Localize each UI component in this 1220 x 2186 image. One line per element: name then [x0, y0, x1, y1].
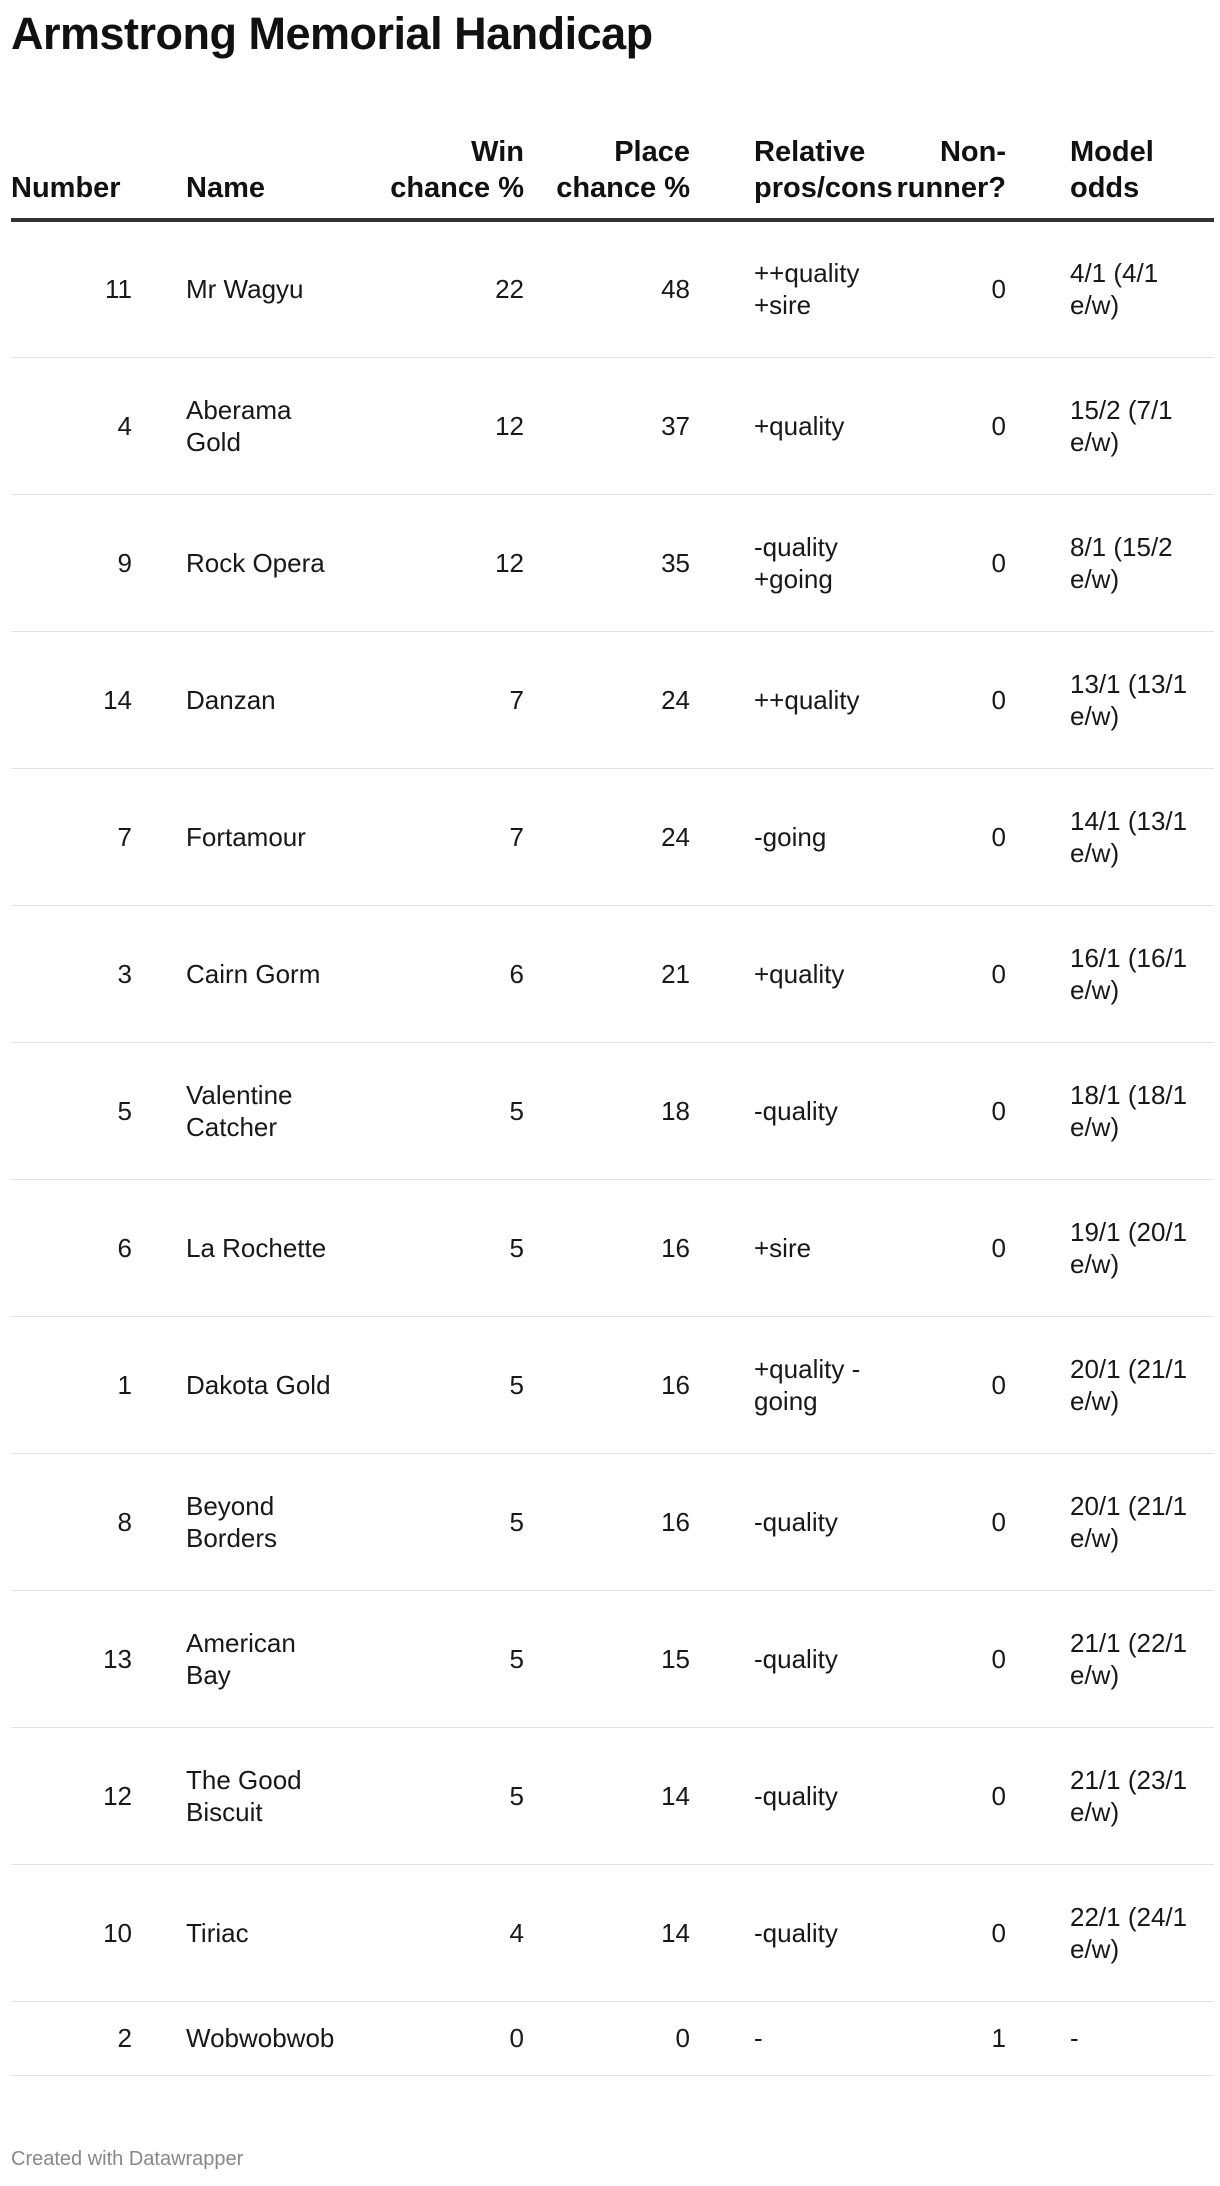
- table-row: [11, 905, 1214, 1042]
- cell-place: 16: [524, 1179, 690, 1316]
- cell-nonrunner: 0: [874, 1179, 1006, 1316]
- cell-name: Dakota Gold: [186, 1316, 374, 1453]
- cell-odds: 21/1 (22/1 e/w): [1006, 1590, 1214, 1727]
- table-row: [11, 1864, 1214, 2001]
- column-header-relative-label: Relative pros/cons: [754, 136, 893, 204]
- cell-place: 16: [524, 1316, 690, 1453]
- cell-nonrunner: 0: [874, 1453, 1006, 1590]
- cell-odds: 22/1 (24/1 e/w): [1006, 1864, 1214, 2001]
- column-header-nonrunner[interactable]: [874, 110, 1006, 220]
- cell-number: 14: [11, 631, 186, 768]
- table-row: [11, 1042, 1214, 1179]
- cell-relative: +quality: [690, 905, 874, 1042]
- cell-place: 35: [524, 494, 690, 631]
- cell-name: American Bay: [186, 1590, 374, 1727]
- cell-number: 8: [11, 1453, 186, 1590]
- table-row: [11, 1316, 1214, 1453]
- table-row: [11, 1453, 1214, 1590]
- cell-number: 1: [11, 1316, 186, 1453]
- table-row: [11, 1590, 1214, 1727]
- cell-place: 24: [524, 631, 690, 768]
- cell-odds: 18/1 (18/1 e/w): [1006, 1042, 1214, 1179]
- column-header-nonrunner-label: Non-runner?: [896, 136, 1006, 204]
- cell-win: 0: [374, 2001, 524, 2075]
- cell-relative: ++quality +sire: [690, 220, 874, 357]
- cell-place: 16: [524, 1453, 690, 1590]
- cell-name: Cairn Gorm: [186, 905, 374, 1042]
- cell-nonrunner: 0: [874, 1864, 1006, 2001]
- cell-place: 0: [524, 2001, 690, 2075]
- cell-odds: 20/1 (21/1 e/w): [1006, 1316, 1214, 1453]
- cell-odds: 21/1 (23/1 e/w): [1006, 1727, 1214, 1864]
- cell-name: Aberama Gold: [186, 357, 374, 494]
- column-header-relative[interactable]: [690, 110, 893, 220]
- cell-win: 5: [374, 1179, 524, 1316]
- cell-win: 12: [374, 494, 524, 631]
- cell-number: 12: [11, 1727, 186, 1864]
- cell-odds: 14/1 (13/1 e/w): [1006, 768, 1214, 905]
- cell-nonrunner: 0: [874, 905, 1006, 1042]
- cell-place: 48: [524, 220, 690, 357]
- cell-odds: 13/1 (13/1 e/w): [1006, 631, 1214, 768]
- cell-place: 14: [524, 1864, 690, 2001]
- cell-number: 9: [11, 494, 186, 631]
- column-header-place[interactable]: [524, 110, 690, 220]
- cell-number: 4: [11, 357, 186, 494]
- cell-odds: 20/1 (21/1 e/w): [1006, 1453, 1214, 1590]
- cell-relative: +quality -going: [690, 1316, 874, 1453]
- cell-win: 12: [374, 357, 524, 494]
- cell-win: 6: [374, 905, 524, 1042]
- cell-nonrunner: 1: [874, 2001, 1006, 2075]
- column-header-odds-label: Model odds: [1070, 136, 1154, 204]
- cell-odds: 8/1 (15/2 e/w): [1006, 494, 1214, 631]
- table-row: [11, 2001, 1214, 2075]
- cell-place: 24: [524, 768, 690, 905]
- cell-place: 15: [524, 1590, 690, 1727]
- footer-credit[interactable]: Created with Datawrapper: [11, 2148, 244, 2170]
- page-title: Armstrong Memorial Handicap: [11, 8, 653, 59]
- table-row: [11, 220, 1214, 357]
- cell-nonrunner: 0: [874, 357, 1006, 494]
- cell-name: La Rochette: [186, 1179, 374, 1316]
- cell-odds: 4/1 (4/1 e/w): [1006, 220, 1214, 357]
- cell-win: 5: [374, 1316, 524, 1453]
- cell-odds: 15/2 (7/1 e/w): [1006, 357, 1214, 494]
- cell-name: Danzan: [186, 631, 374, 768]
- cell-nonrunner: 0: [874, 494, 1006, 631]
- cell-win: 5: [374, 1042, 524, 1179]
- cell-relative: -: [690, 2001, 874, 2075]
- cell-win: 5: [374, 1727, 524, 1864]
- table-row: [11, 631, 1214, 768]
- cell-number: 6: [11, 1179, 186, 1316]
- column-header-place-label: Place chance %: [556, 136, 690, 204]
- cell-nonrunner: 0: [874, 768, 1006, 905]
- cell-relative: -quality: [690, 1453, 874, 1590]
- cell-name: The Good Biscuit: [186, 1727, 374, 1864]
- cell-odds: 16/1 (16/1 e/w): [1006, 905, 1214, 1042]
- cell-name: Tiriac: [186, 1864, 374, 2001]
- cell-name: Wobwobwob: [186, 2001, 374, 2075]
- cell-relative: -quality: [690, 1042, 874, 1179]
- cell-relative: -quality: [690, 1727, 874, 1864]
- table-body: [11, 220, 1214, 2075]
- cell-number: 11: [11, 220, 186, 357]
- cell-place: 21: [524, 905, 690, 1042]
- column-header-number-label: Number: [11, 172, 121, 204]
- cell-relative: +sire: [690, 1179, 874, 1316]
- column-header-name-label: Name: [186, 172, 265, 204]
- table-header-row: [11, 110, 1214, 220]
- cell-name: Rock Opera: [186, 494, 374, 631]
- table-row: [11, 357, 1214, 494]
- cell-nonrunner: 0: [874, 1316, 1006, 1453]
- table-row: [11, 494, 1214, 631]
- cell-odds: 19/1 (20/1 e/w): [1006, 1179, 1214, 1316]
- cell-relative: +quality: [690, 357, 874, 494]
- cell-win: 22: [374, 220, 524, 357]
- column-header-number[interactable]: [11, 110, 186, 220]
- cell-relative: -quality: [690, 1864, 874, 2001]
- cell-relative: -going: [690, 768, 874, 905]
- cell-number: 10: [11, 1864, 186, 2001]
- cell-place: 37: [524, 357, 690, 494]
- cell-win: 7: [374, 631, 524, 768]
- column-header-odds[interactable]: [1006, 110, 1214, 220]
- cell-name: Mr Wagyu: [186, 220, 374, 357]
- cell-relative: -quality +going: [690, 494, 874, 631]
- cell-relative: -quality: [690, 1590, 874, 1727]
- table-row: [11, 768, 1214, 905]
- cell-place: 18: [524, 1042, 690, 1179]
- cell-nonrunner: 0: [874, 631, 1006, 768]
- race-table: [11, 110, 1214, 2076]
- cell-nonrunner: 0: [874, 1727, 1006, 1864]
- cell-win: 7: [374, 768, 524, 905]
- cell-number: 7: [11, 768, 186, 905]
- cell-nonrunner: 0: [874, 1042, 1006, 1179]
- column-header-win-label: Win chance %: [390, 136, 524, 204]
- cell-relative: ++quality: [690, 631, 874, 768]
- cell-name: Beyond Borders: [186, 1453, 374, 1590]
- cell-number: 13: [11, 1590, 186, 1727]
- table-row: [11, 1179, 1214, 1316]
- cell-nonrunner: 0: [874, 1590, 1006, 1727]
- cell-number: 5: [11, 1042, 186, 1179]
- cell-number: 3: [11, 905, 186, 1042]
- cell-odds: -: [1006, 2001, 1214, 2075]
- cell-win: 5: [374, 1590, 524, 1727]
- cell-win: 5: [374, 1453, 524, 1590]
- column-header-win[interactable]: [374, 110, 524, 220]
- cell-nonrunner: 0: [874, 220, 1006, 357]
- cell-number: 2: [11, 2001, 186, 2075]
- column-header-name[interactable]: [186, 110, 374, 220]
- table-row: [11, 1727, 1214, 1864]
- cell-win: 4: [374, 1864, 524, 2001]
- cell-name: Fortamour: [186, 768, 374, 905]
- cell-name: Valentine Catcher: [186, 1042, 374, 1179]
- cell-place: 14: [524, 1727, 690, 1864]
